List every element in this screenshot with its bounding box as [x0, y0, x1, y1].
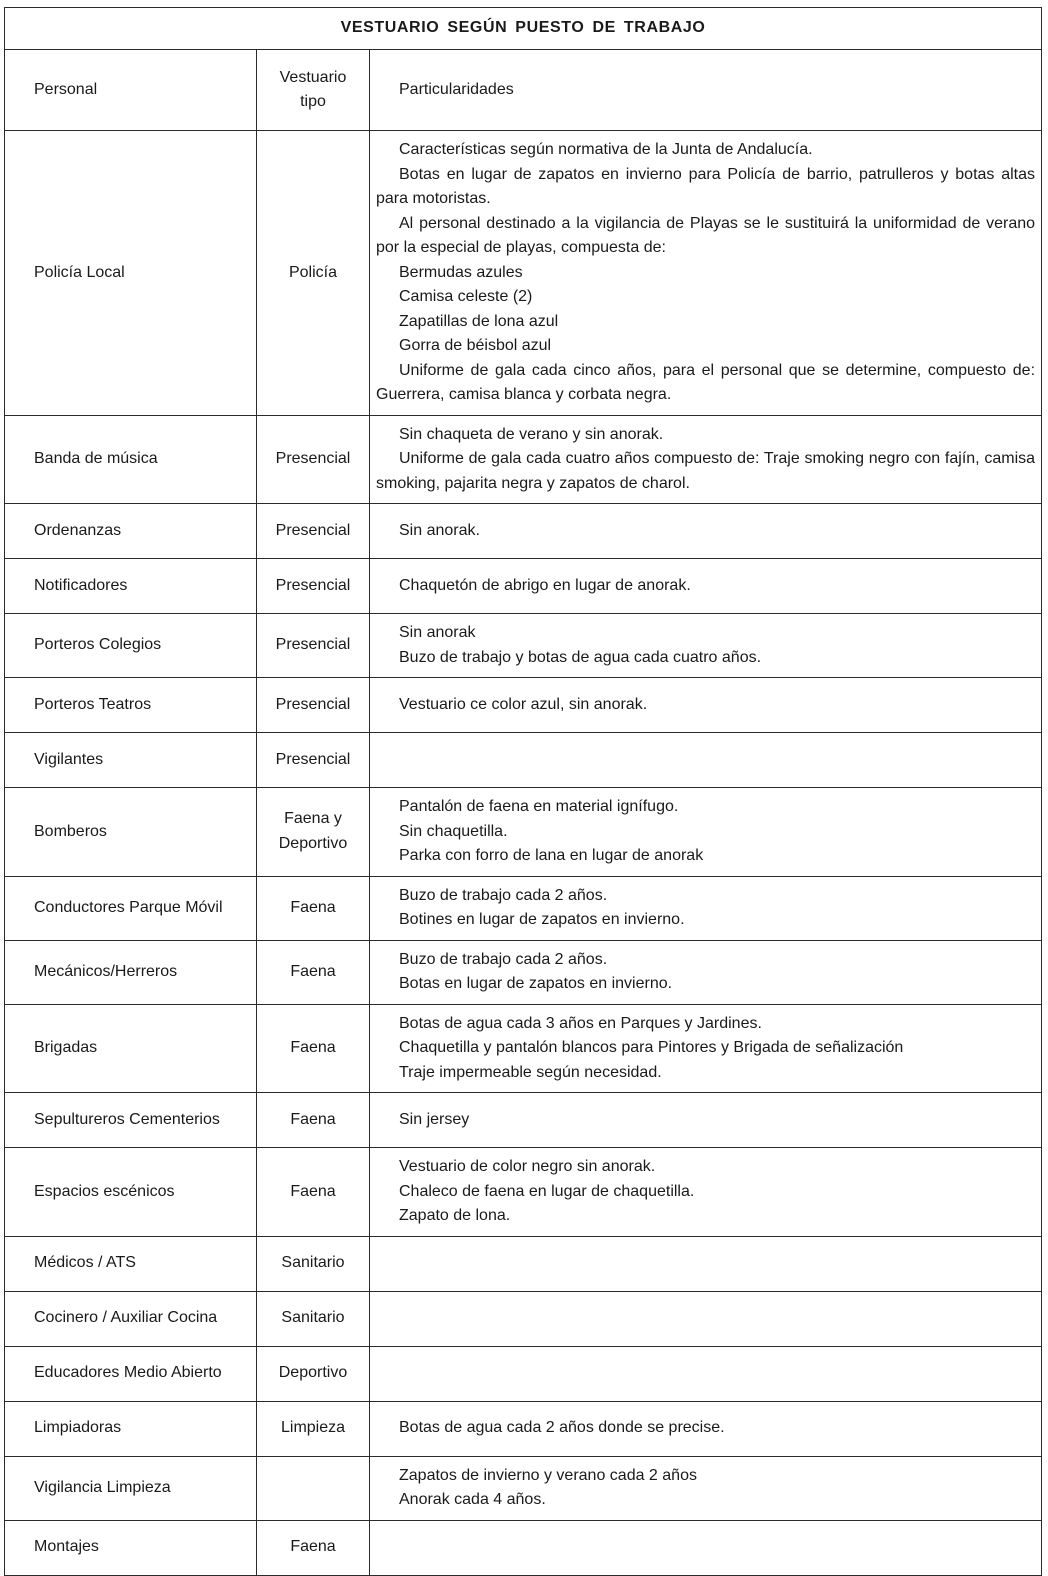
cell-particularidades: [370, 940, 1042, 1004]
vestuario-line: Presencial: [275, 636, 351, 654]
vestuario-line: Presencial: [275, 521, 351, 539]
cell-particularidades: [370, 131, 1042, 416]
table-row: [5, 1401, 1042, 1456]
vestuario-line: Faena: [290, 1110, 336, 1128]
cell-particularidades: [370, 1093, 1042, 1148]
vestuario-line: Presencial: [275, 576, 351, 594]
note-line: Uniforme de gala cada cinco años, para el personal que se determine, compuesto de: Guerrera, camisa blanca y corbata negra.: [376, 361, 1036, 403]
cell-vestuario-tipo: [257, 415, 370, 504]
header-particularidades-label: Particularidades: [399, 80, 514, 98]
table-body: [5, 131, 1042, 1576]
cell-personal: Bomberos: [5, 788, 257, 877]
cell-vestuario-tipo: [257, 559, 370, 614]
cell-personal: Mecánicos/Herreros: [5, 940, 257, 1004]
note-line: Chaquetón de abrigo en lugar de anorak.: [399, 576, 691, 594]
note-line: Buzo de trabajo cada 2 años.: [399, 950, 608, 968]
table-row: [5, 788, 1042, 877]
table-row: [5, 940, 1042, 1004]
cell-vestuario-tipo: [257, 733, 370, 788]
cell-particularidades: [370, 1520, 1042, 1575]
cell-vestuario-tipo: [257, 1093, 370, 1148]
cell-vestuario-tipo: [257, 1401, 370, 1456]
cell-personal: Sepultureros Cementerios: [5, 1093, 257, 1148]
table-row: [5, 1004, 1042, 1093]
vestuario-line: Limpieza: [280, 1419, 346, 1437]
cell-particularidades: [370, 876, 1042, 940]
vestuario-line: Deportivo: [278, 834, 348, 852]
table-row: [5, 415, 1042, 504]
header-vestuario-line-2: tipo: [300, 93, 326, 110]
vestuario-line: Sanitario: [281, 1254, 345, 1272]
note-line: Zapatillas de lona azul: [399, 312, 559, 330]
note-line: Botas de agua cada 3 años en Parques y Jardines.: [399, 1014, 762, 1032]
header-personal: Personal: [5, 50, 257, 131]
vestuario-line: Policía: [288, 263, 338, 281]
clothing-by-position-table: [4, 7, 1042, 1576]
cell-personal: Porteros Colegios: [5, 614, 257, 678]
cell-vestuario-tipo: [257, 614, 370, 678]
cell-particularidades: [370, 415, 1042, 504]
cell-particularidades: [370, 1456, 1042, 1520]
header-vestuario-line-1: Vestuario: [279, 68, 347, 86]
note-line: Botines en lugar de zapatos en invierno.: [399, 911, 685, 928]
vestuario-line: Faena: [290, 962, 336, 980]
cell-vestuario-tipo: [257, 1346, 370, 1401]
cell-particularidades: [370, 1401, 1042, 1456]
table-row: [5, 1520, 1042, 1575]
cell-particularidades: [370, 1291, 1042, 1346]
note-line: Sin jersey: [399, 1110, 470, 1128]
cell-personal: Educadores Medio Abierto: [5, 1346, 257, 1401]
cell-vestuario-tipo: [257, 1236, 370, 1291]
cell-vestuario-tipo: [257, 678, 370, 733]
note-line: Parka con forro de lana en lugar de anorak: [399, 847, 704, 864]
cell-particularidades: [370, 1148, 1042, 1237]
note-line: Botas en lugar de zapatos en invierno.: [399, 975, 673, 992]
cell-particularidades: [370, 614, 1042, 678]
table-row: [5, 504, 1042, 559]
note-line: Sin chaqueta de verano y sin anorak.: [399, 425, 664, 443]
vestuario-line: Sanitario: [281, 1309, 345, 1327]
cell-personal: Porteros Teatros: [5, 678, 257, 733]
note-line: Gorra de béisbol azul: [399, 337, 552, 354]
note-line: Botas en lugar de zapatos en invierno para Policía de barrio, patrulleros y botas altas para motoristas.: [376, 165, 1036, 207]
note-line: Chaquetilla y pantalón blancos para Pintores y Brigada de señalización: [399, 1039, 904, 1056]
table-row: [5, 1346, 1042, 1401]
note-line: Sin anorak: [399, 624, 476, 641]
cell-personal: Banda de música: [5, 415, 257, 504]
cell-vestuario-tipo: [257, 1291, 370, 1346]
cell-personal: Médicos / ATS: [5, 1236, 257, 1291]
header-vestuario-tipo: [257, 50, 370, 131]
cell-particularidades: [370, 1346, 1042, 1401]
cell-personal: Montajes: [5, 1520, 257, 1575]
cell-vestuario-tipo: [257, 131, 370, 416]
table-row: [5, 1456, 1042, 1520]
vestuario-line: Deportivo: [278, 1364, 348, 1382]
table-title: VESTUARIO SEGÚN PUESTO DE TRABAJO: [5, 8, 1042, 50]
table-row: [5, 614, 1042, 678]
cell-personal: Brigadas: [5, 1004, 257, 1093]
vestuario-line: Presencial: [275, 450, 351, 467]
cell-personal: Notificadores: [5, 559, 257, 614]
note-line: Vestuario de color negro sin anorak.: [399, 1158, 656, 1175]
cell-vestuario-tipo: [257, 1004, 370, 1093]
note-line: Bermudas azules: [399, 263, 523, 281]
note-line: Anorak cada 4 años.: [399, 1491, 546, 1508]
table-title-row: [5, 8, 1042, 50]
note-line: Al personal destinado a la vigilancia de Playas se le sustituirá la uniformidad de verano por la especial de playas, compuesta de:: [376, 214, 1036, 256]
table-row: [5, 1093, 1042, 1148]
table-row: [5, 131, 1042, 416]
note-line: Vestuario ce color azul, sin anorak.: [399, 695, 648, 713]
cell-vestuario-tipo: [257, 1148, 370, 1237]
vestuario-line: Presencial: [275, 695, 351, 713]
vestuario-line: Faena: [290, 1182, 336, 1200]
table-header-row: [5, 50, 1042, 131]
vestuario-line: Faena: [290, 1538, 336, 1556]
vestuario-line: Faena: [290, 1039, 336, 1056]
cell-personal: Policía Local: [5, 131, 257, 416]
cell-personal: Espacios escénicos: [5, 1148, 257, 1237]
cell-personal: Vigilantes: [5, 733, 257, 788]
cell-personal: Vigilancia Limpieza: [5, 1456, 257, 1520]
note-line: Uniforme de gala cada cuatro años compuesto de: Traje smoking negro con fajín, camisa smoking, pajarita negra y zapatos de charol.: [376, 450, 1036, 492]
note-line: Botas de agua cada 2 años donde se precise.: [399, 1419, 725, 1437]
note-line: Buzo de trabajo cada 2 años.: [399, 886, 608, 904]
cell-vestuario-tipo: [257, 876, 370, 940]
cell-vestuario-tipo: [257, 504, 370, 559]
table-row: [5, 733, 1042, 788]
cell-particularidades: [370, 788, 1042, 877]
cell-personal: Limpiadoras: [5, 1401, 257, 1456]
note-line: Sin chaquetilla.: [399, 822, 508, 840]
vestuario-line: Presencial: [275, 750, 351, 768]
table-row: [5, 1291, 1042, 1346]
vestuario-line: Faena: [290, 898, 336, 916]
note-line: Sin anorak.: [399, 521, 480, 539]
cell-particularidades: [370, 678, 1042, 733]
cell-vestuario-tipo: [257, 1456, 370, 1520]
cell-particularidades: [370, 504, 1042, 559]
note-line: Zapato de lona.: [399, 1207, 511, 1224]
table-row: [5, 1236, 1042, 1291]
cell-personal: Cocinero / Auxiliar Cocina: [5, 1291, 257, 1346]
cell-vestuario-tipo: [257, 788, 370, 877]
note-line: Traje impermeable según necesidad.: [399, 1063, 662, 1081]
note-line: Camisa celeste (2): [399, 288, 533, 305]
table-row: [5, 678, 1042, 733]
cell-particularidades: [370, 1004, 1042, 1093]
vestuario-line: Faena y: [284, 810, 342, 828]
cell-particularidades: [370, 1236, 1042, 1291]
cell-vestuario-tipo: [257, 1520, 370, 1575]
table-row: [5, 1148, 1042, 1237]
table-row: [5, 876, 1042, 940]
note-line: Pantalón de faena en material ignífugo.: [399, 798, 679, 815]
table-row: [5, 559, 1042, 614]
note-line: Chaleco de faena en lugar de chaquetilla.: [399, 1182, 695, 1200]
note-line: Zapatos de invierno y verano cada 2 años: [399, 1466, 697, 1484]
note-line: Buzo de trabajo y botas de agua cada cuatro años.: [399, 648, 762, 666]
header-particularidades: [370, 50, 1042, 131]
cell-personal: Conductores Parque Móvil: [5, 876, 257, 940]
cell-vestuario-tipo: [257, 940, 370, 1004]
note-line: Características según normativa de la Junta de Andalucía.: [399, 141, 813, 158]
cell-particularidades: [370, 559, 1042, 614]
cell-particularidades: [370, 733, 1042, 788]
cell-personal: Ordenanzas: [5, 504, 257, 559]
